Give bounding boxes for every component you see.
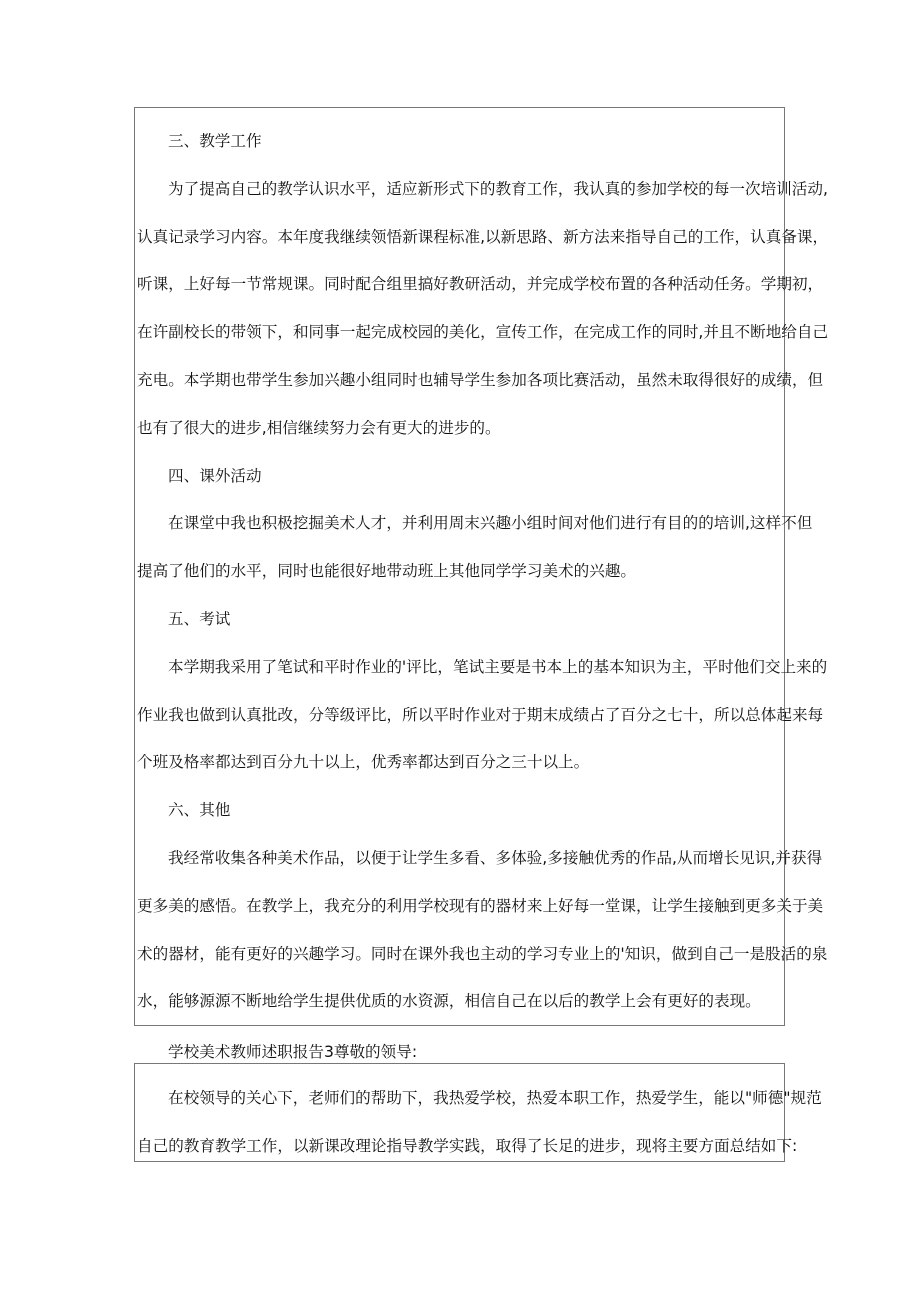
paragraph-line: 听课，上好每一节常规课。同时配合组里搞好教研活动，并完成学校布置的各种活动任务。学期初， — [137, 275, 824, 294]
paragraph-line: 也有了很大的进步,相信继续努力会有更大的进步的。 — [137, 418, 501, 437]
paragraph-line: 我经常收集各种美术作品，以便于让学生多看、多体验,多接触优秀的作品,从而增长见识,并获得 — [168, 848, 823, 867]
section-heading: 五、考试 — [168, 609, 231, 628]
paragraph-line: 在校领导的关心下，老师们的帮助下，我热爱学校，热爱本职工作，热爱学生，能以"师德"规范 — [168, 1089, 822, 1107]
paragraph-line: 在课堂中我也积极挖掘美术人才，并利用周末兴趣小组时间对他们进行有目的的培训,这样不但 — [168, 514, 813, 533]
paragraph-line: 为了提高自己的教学认识水平，适应新形式下的教育工作，我认真的参加学校的每一次培训活动, — [168, 179, 828, 198]
section-heading: 六、其他 — [168, 801, 231, 820]
content-box-intro — [134, 1063, 822, 1162]
paragraph-line: 更多美的感悟。在教学上，我充分的利用学校现有的器材来上好每一堂课，让学生接触到更多关于美 — [137, 896, 824, 915]
paragraph-line: 作业我也做到认真批改，分等级评比，所以平时作业对于期末成绩占了百分之七十，所以总体起来每 — [137, 705, 824, 724]
paragraph-line: 自己的教育教学工作，以新课改理论指导教学实践，取得了长足的进步，现将主要方面总结如下: — [137, 1136, 798, 1155]
paragraph-line: 水，能够源源不断地给学生提供优质的水资源，相信自己在以后的教学上会有更好的表现。 — [137, 992, 761, 1011]
section-heading: 三、教学工作 — [168, 132, 262, 150]
content-box-main — [134, 107, 829, 1026]
report-title-line: 学校美术教师述职报告3尊敬的领导: — [168, 1043, 418, 1061]
paragraph-line: 提高了他们的水平，同时也能很好地带动班上其他同学学习美术的兴趣。 — [137, 562, 637, 581]
paragraph-line: 个班及格率都达到百分九十以上，优秀率都达到百分之三十以上。 — [137, 753, 590, 772]
paragraph-line: 在许副校长的带领下，和同事一起完成校园的美化，宣传工作，在完成工作的同时,并且不断地给自己 — [137, 323, 829, 342]
paragraph-line: 认真记录学习内容。本年度我继续领悟新课程标准,以新思路、新方法来指导自己的工作，认真备课， — [137, 227, 829, 246]
paragraph-line: 术的器材，能有更好的兴趣学习。同时在课外我也主动的学习专业上的'知识，做到自己一是股活的泉 — [137, 944, 828, 963]
paragraph-line: 本学期我采用了笔试和平时作业的'评比，笔试主要是书本上的基本知识为主，平时他们交上来的 — [168, 657, 828, 676]
paragraph-line: 充电。本学期也带学生参加兴趣小组同时也辅导学生参加各项比赛活动，虽然未取得很好的成绩，但 — [137, 370, 824, 389]
section-heading: 四、课外活动 — [168, 466, 262, 485]
